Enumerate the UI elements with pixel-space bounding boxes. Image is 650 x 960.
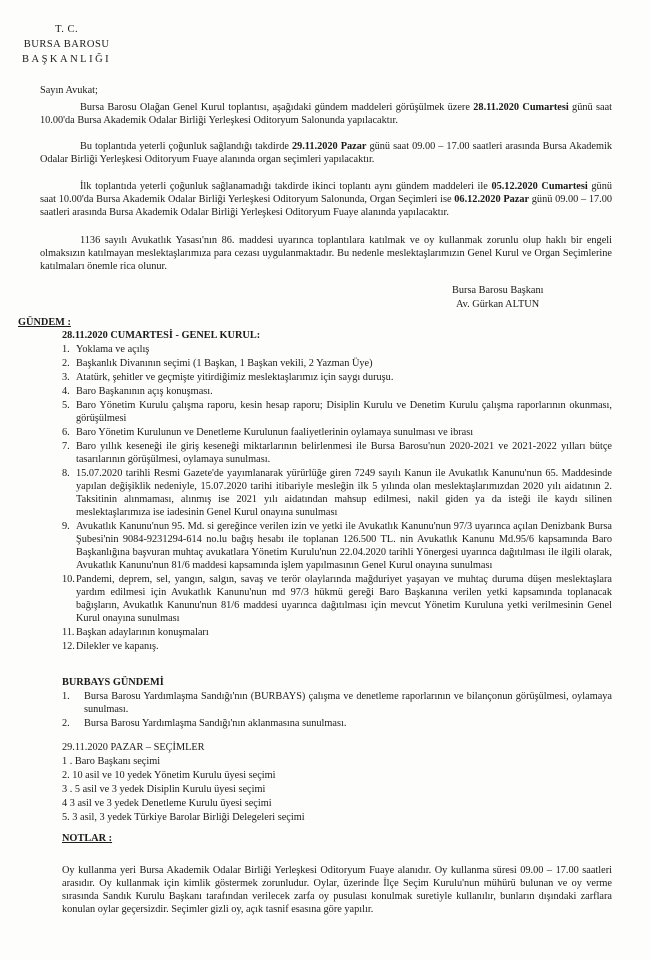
list-item-number: 10. [62,574,75,585]
letterhead-line-1: T. C. [55,24,79,35]
p2-date: 29.11.2020 Pazar [291,141,367,152]
p3-text-c: günü 09.00 – 17.00 saatleri arasında Bursa Akademik Odalar Birliği Yerleşkesi Oditoryum Fuaye alanında yapılacaktır. [40,194,612,218]
list-item-text: Başkan adaylarının konuşmaları [76,627,209,638]
notlar-text: Oy kullanma yeri Bursa Akademik Odalar Birliği Yerleşkesi Oditoryum Fuaye alanıdır. Oy kullanma süresi 09.00 – 17.00 saatleri arasıdır. Oy kullanmak için kimlik göstermek zorunludur. Oylar, üzerinde İlçe Seçim Kurulu'nun mühürü bulunan ve oy verme sırasında Sandık Kurulu Başkanı tarafından verilecek zarfa oy pusulası konulmak suretiyle kullanılır, bunların dışındaki zarflara konulan oylar geçersizdir. Seçimler gizli oy, açık tasnif esasına göre yapılır. [62,865,612,915]
list-item [62,385,612,398]
list-item-number: 8. [62,468,70,479]
list-item-text: 15.07.2020 tarihli Resmi Gazete'de yayımlanarak yürürlüğe giren 7249 sayılı Kanun ile Avukatlık Kanunu'nun 65. Maddesinde yapılan değişiklik nedeniyle, 15.07.2020 tarihi itibariyle mesleğin ilk 5 yılında olan meslektaşlarımızdan 2020 yılı aidatının 2. Taksitinin alınmaması, alınmış ise 2021 yılı aidatından mahsup edilmesi, nakil giden ya da isteği ile kaydı silinen meslektaşlarımıza ise iadesinin Genel Kurul onayına sunulması [76,468,612,518]
list-item-text: Bursa Barosu Yardımlaşma Sandığı'nın (BURBAYS) çalışma ve denetleme raporlarının ve bilançonun görüşülmesi, oylamaya sunulması. [84,691,612,715]
list-item-text: 4 3 asil ve 3 yedek Denetleme Kurulu üyesi seçimi [62,798,272,809]
list-item-text: 3 . 5 asil ve 3 yedek Disiplin Kurulu üyesi seçimi [62,784,266,795]
list-item-number: 2. [62,358,70,369]
list-item-text: Avukatlık Kanunu'nun 95. Md. si gereğince verilen izin ve yetki ile Avukatlık Kanunu'nun 97/3 uyarınca açılan Denizbank Bursa Şubesi'nin 9084-9231294-614 no.lu bağış hesabı ile toplanan 126.500 TL. nin Avukatlık Kanunu Md.95/6 kapsamında Baro Başkanlığına başvuran muhtaç avukatlara Yönetim Kurulu'nun 22.04.2020 tarihli Yönergesi uyarınca dağıtılması ile ilgili olarak, Avukatlık Kanunu'nun 81/6 maddesi kapsamında işlem yapılmasının Genel Kurul onayına sunulması [76,521,612,571]
p2-text-b: günü saat 09.00 – 17.00 saatleri arasında Bursa Akademik Odalar Birliği Yerleşkesi Oditoryum Fuaye alanında organ seçimleri yapılacaktır. [40,141,612,165]
list-item-text: 2. 10 asil ve 10 yedek Yönetim Kurulu üyesi seçimi [62,770,276,781]
p1-date: 28.11.2020 Cumartesi [473,102,569,113]
paragraph-4: 1136 sayılı Avukatlık Yasası'nın 86. maddesi uyarınca toplantılara katılmak ve oy kullanmak zorunlu olup haklı bir engeli olmaksızın katılmayan meslektaşlarımıza para cezası uygulanmaktadır. Bu nedenle meslektaşlarımızın Genel Kurul ve Organ Seçimlerine katılmaları önemle rica olunur. [40,235,612,272]
gundem-list [62,343,612,654]
list-item-number: 5. [62,400,70,411]
p1-text-b: günü saat 10.00'da Bursa Akademik Odalar Birliği Yerleşkesi Oditoryum Salonunda yapılacaktır. [40,102,612,126]
p3-text-b: günü saat 10.00'da Bursa Akademik Odalar Birliği Yerleşkesi Oditoryum Salonunda, Organ Seçimleri ise [40,181,612,205]
list-item-text: 5. 3 asil, 3 yedek Türkiye Barolar Birliği Delegeleri seçimi [62,812,305,823]
gundem-heading: GÜNDEM : [18,317,71,328]
list-item-text: Pandemi, deprem, sel, yangın, salgın, savaş ve terör olaylarında mağduriyet yaşayan ve muhtaç duruma düşen meslektaşlara yardım edilmesi için Avukatlık Kanunu'nun md 97/3 hükmü gereği Baro Başkanına verilen yetki kapsamında toplanacak bağışların, Avukatlık Kanunu'nun 81/6 maddesi uyarınca dağıtılması için mevcut Yönetim Kuruluna yetki verilmesinin Genel Kurul onayına sunulması [76,574,612,624]
list-item-number: 11. [62,627,75,638]
list-item [62,690,612,716]
list-item [62,371,612,384]
paragraph-1 [40,101,612,127]
secimler-list [62,755,612,825]
list-item [62,440,612,466]
list-item-text: Bursa Barosu Yardımlaşma Sandığı'nın aklanmasına sunulması. [84,718,347,729]
list-item-number: 12. [62,641,75,652]
signature-title: Bursa Barosu Başkanı [452,285,544,296]
list-item-number: 6. [62,427,70,438]
letterhead-line-2: BURSA BAROSU [23,39,110,50]
signature-block [452,284,544,312]
list-item-text: Baro Başkanının açış konuşması. [76,386,213,397]
list-item [62,573,612,625]
signature-name: Av. Gürkan ALTUN [456,299,540,310]
greeting: Sayın Avukat; [40,85,98,96]
secimler-heading: 29.11.2020 PAZAR – SEÇİMLER [62,742,205,753]
letterhead-line-3: BAŞKANLIĞI [22,54,112,65]
list-item-text: 1 . Baro Başkanı seçimi [62,756,161,767]
list-item-number: 1. [62,691,70,702]
p3-text-a: İlk toplantıda yeterli çoğunluk sağlanamadığı takdirde ikinci toplantı aynı gündem maddeleri ile [80,181,492,192]
list-item [62,520,612,572]
p1-text-a: Bursa Barosu Olağan Genel Kurul toplantısı, aşağıdaki gündem maddeleri görüşülmek üzere [80,102,474,113]
p2-text-a: Bu toplantıda yeterli çoğunluk sağlandığı takdirde [80,141,292,152]
paragraph-2 [40,140,612,166]
list-item [62,640,612,653]
list-item-number: 3. [62,372,70,383]
list-item-text: Baro Yönetim Kurulu çalışma raporu, kesin hesap raporu; Disiplin Kurulu ve Denetim Kurulu çalışma raporlarının okunması, görüşülmesi [76,400,612,424]
list-item-number: 1. [62,344,70,355]
list-item-text: Yoklama ve açılış [76,344,150,355]
list-item [62,626,612,639]
list-item [62,399,612,425]
list-item [62,343,612,356]
list-item-text: Baro Yönetim Kurulunun ve Denetleme Kurulunun faaliyetlerinin oylamaya sunulması ve ibrası [76,427,474,438]
list-item [62,426,612,439]
notlar-heading: NOTLAR : [62,833,113,844]
burbays-heading: BURBAYS GÜNDEMİ [62,677,164,688]
list-item [62,357,612,370]
list-item-text: Başkanlık Divanının seçimi (1 Başkan, 1 Başkan vekili, 2 Yazman Üye) [76,358,373,369]
gundem-subheading: 28.11.2020 CUMARTESİ - GENEL KURUL: [62,330,261,341]
list-item [62,755,612,768]
list-item [62,797,612,810]
letterhead [22,22,111,67]
list-item-text: Atatürk, şehitler ve geçmişte yitirdiğimiz meslektaşlarımız için saygı duruşu. [76,372,394,383]
list-item [62,783,612,796]
list-item-number: 7. [62,441,70,452]
list-item [62,717,612,730]
list-item [62,811,612,824]
list-item [62,769,612,782]
list-item-text: Dilekler ve kapanış. [76,641,159,652]
p3-date-2: 06.12.2020 Pazar [454,194,530,205]
p3-date-1: 05.12.2020 Cumartesi [491,181,588,192]
burbays-list [62,690,612,731]
paragraph-3 [40,180,612,219]
list-item-number: 2. [62,718,70,729]
list-item-number: 4. [62,386,70,397]
list-item-number: 9. [62,521,70,532]
list-item-text: Baro yıllık keseneği ile giriş keseneği miktarlarının belirlenmesi ile Bursa Barosu'nun 2020-2021 ve 2021-2022 yılları bütçe tasarılarının görüşülmesi, oylamaya sunulması. [76,441,612,465]
list-item [62,467,612,519]
